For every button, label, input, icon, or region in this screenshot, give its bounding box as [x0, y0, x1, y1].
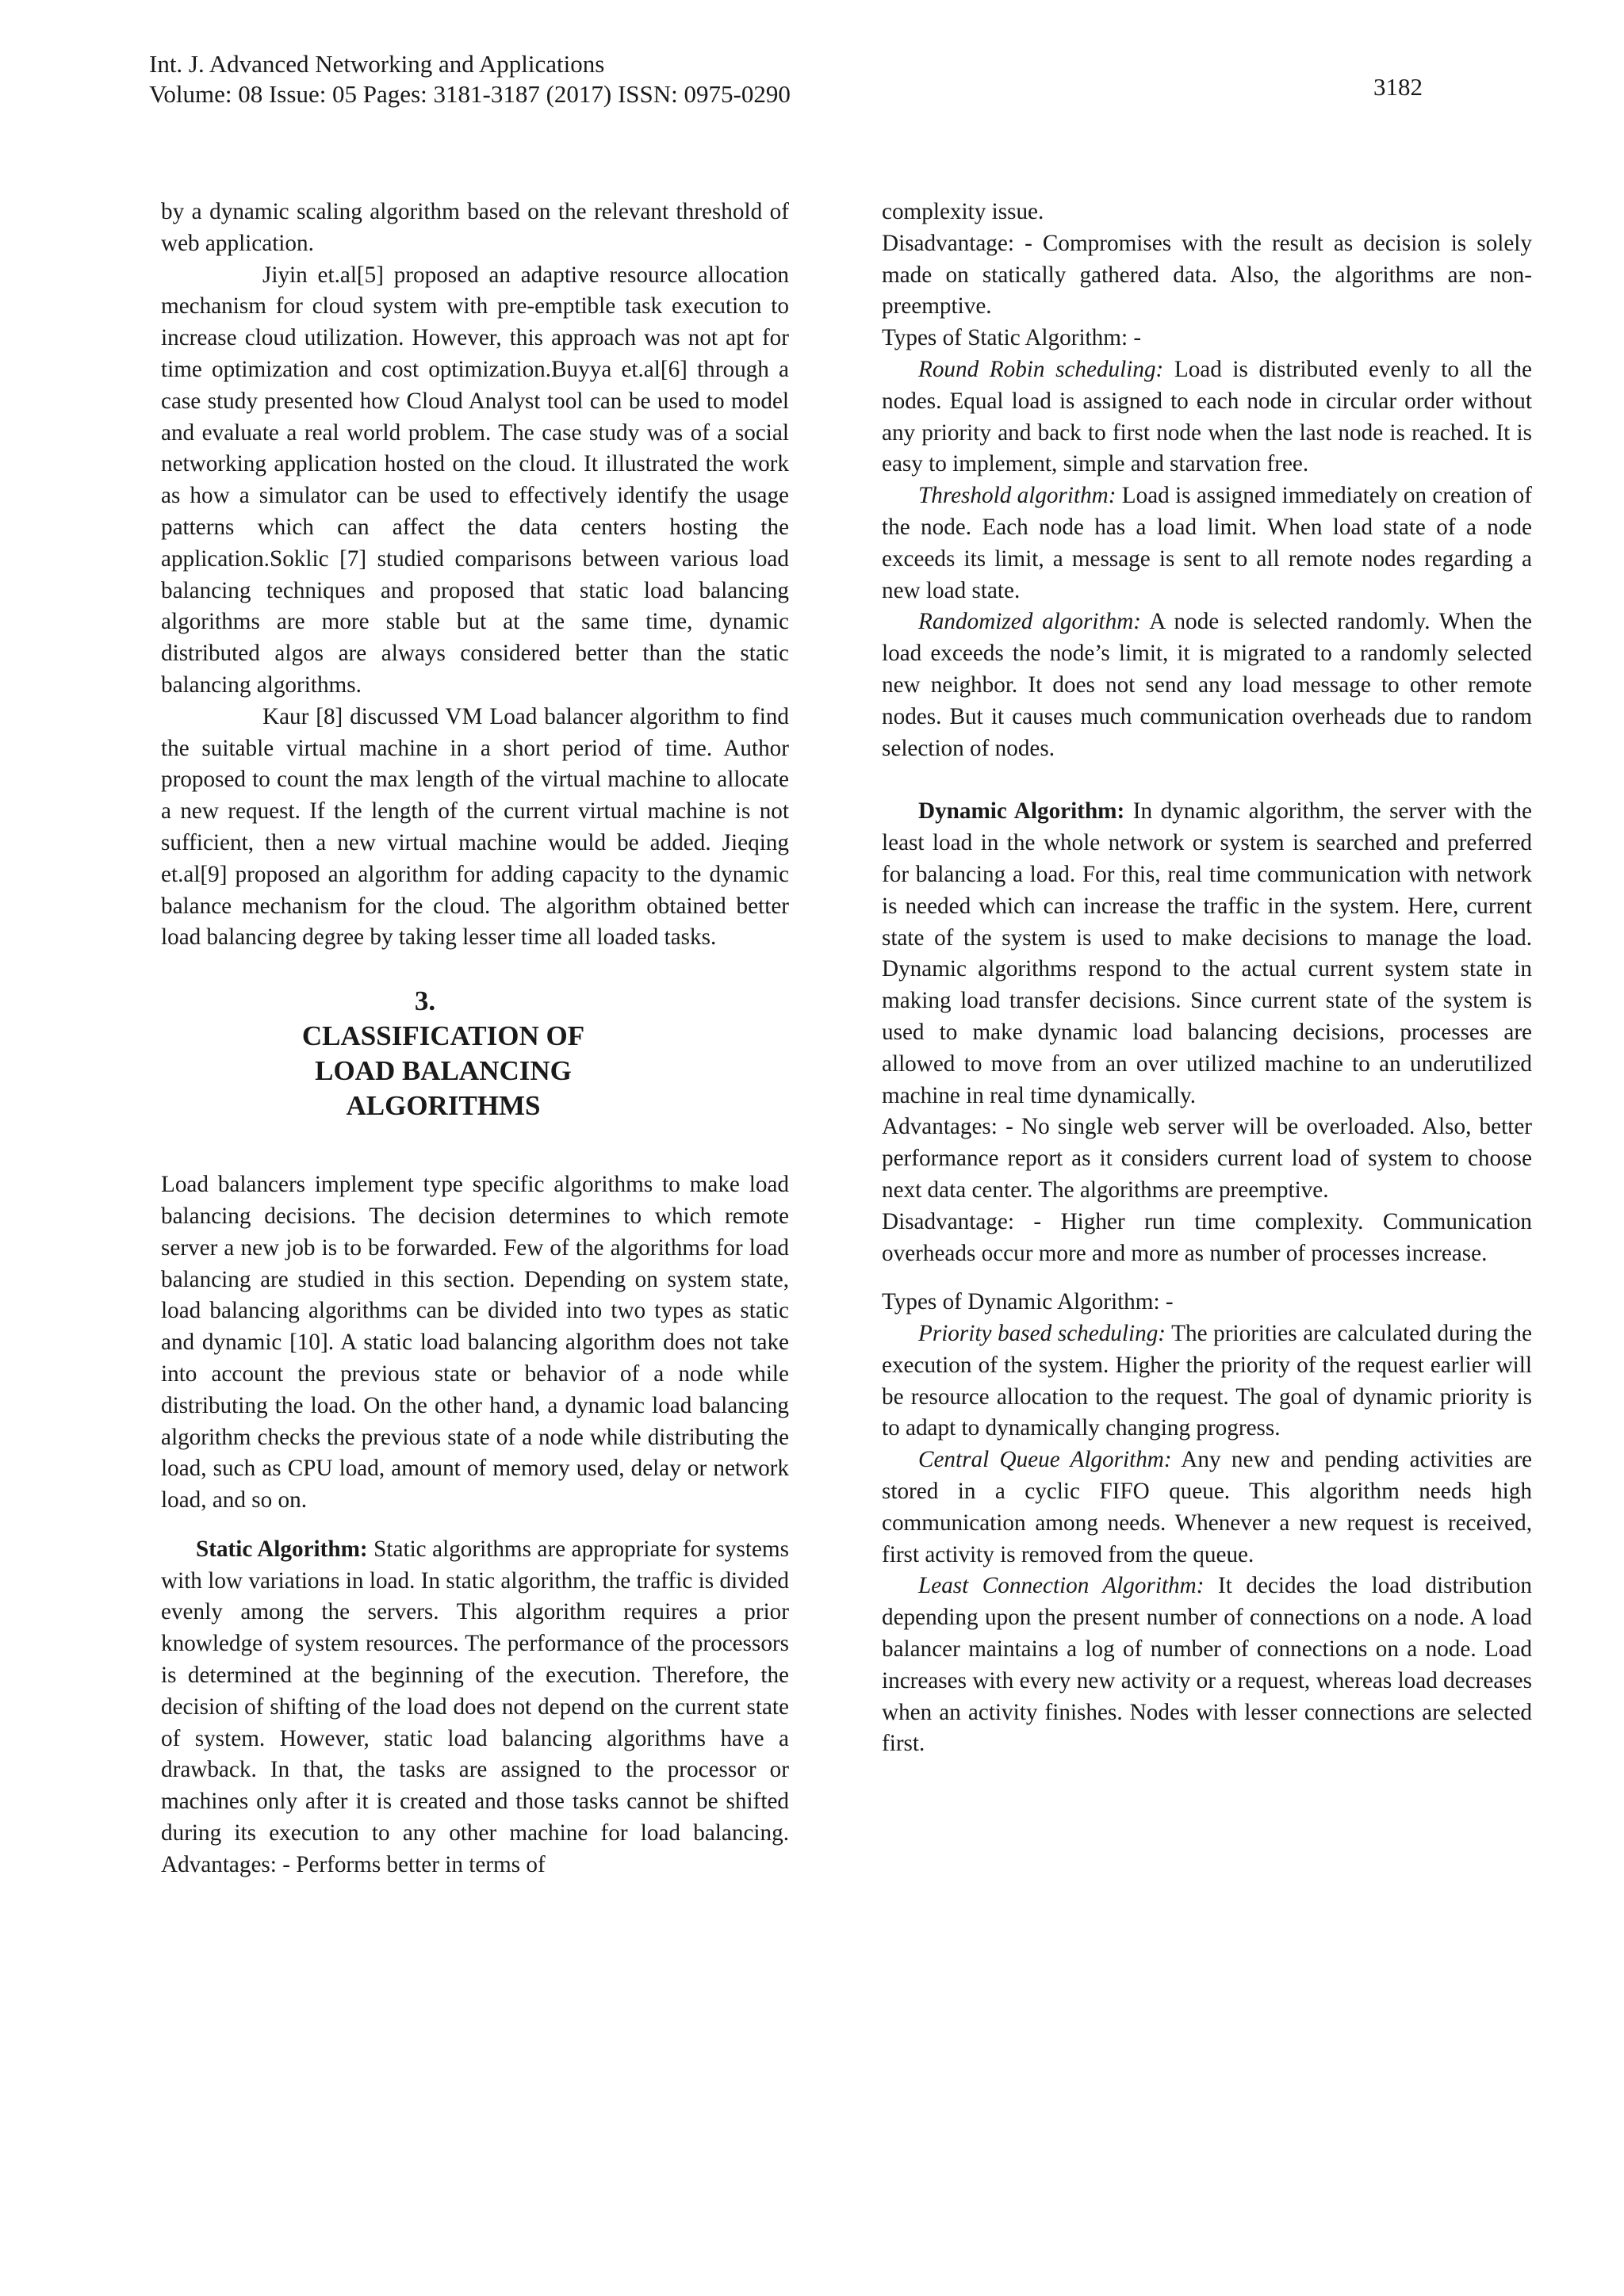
paragraph: Types of Dynamic Algorithm: -	[882, 1289, 1174, 1315]
paragraph: Kaur [8] discussed VM Load balancer algorithm to find the suitable virtual machine in a short period of time. Author proposed to count the max length of the virtual machine to allocate a new request. If the length of the current virtual machine is not sufficient, then a new virtual machine would be added. Jieqing et.al[9] proposed an algorithm for adding capacity to the dynamic balance mechanism for the cloud. The algorithm obtained better load balancing degree by taking lesser time all loaded tasks.	[161, 703, 789, 951]
paragraph-text: A node is selected randomly. When the load exceeds the node’s limit, it is migrated to a randomly selected new neighbor. It does not send any load message to other remote nodes. But it causes much communication overheads due to random selection of nodes.	[882, 609, 1532, 761]
section-number: 3.	[414, 985, 436, 1017]
term-least-connection: Least Connection Algorithm:	[918, 1573, 1205, 1599]
round-robin-paragraph	[882, 354, 1532, 480]
term-dynamic-algorithm: Dynamic Algorithm:	[918, 798, 1125, 825]
paragraph: by a dynamic scaling algorithm based on the relevant threshold of web application.	[161, 199, 789, 256]
volume-info: Volume: 08 Issue: 05 Pages: 3181-3187 (2017) ISSN: 0975-0290	[149, 80, 791, 108]
paragraph: Load balancers implement type specific algorithms to make load balancing decisions. The decision determines to which remote server a new job is to be forwarded. Few of the algorithms for load balancing are studied in this section. Depending on system state, load balancing algorithms can be divided into two types as static and dynamic [10]. A static load balancing algorithm does not take into account the previous state or behavior of a node while distributing the load. On the other hand, a dynamic load balancing algorithm checks the previous state of a node while distributing the load, such as CPU load, amount of memory used, delay or network load, and so on.	[161, 1172, 789, 1513]
section-title-line: LOAD BALANCING	[315, 1055, 572, 1087]
dynamic-algorithm-paragraph	[882, 796, 1532, 1112]
threshold-paragraph	[882, 480, 1532, 607]
paragraph: Jiyin et.al[5] proposed an adaptive resource allocation mechanism for cloud system with pre-emptible task execution to increase cloud utilization. However, this approach was not apt for time optimization and cost optimization.Buyya et.al[6] through a case study presented how Cloud Analyst tool can be used to model and evaluate a real world problem. The case study was of a social networking application hosted on the cloud. It illustrated the work as how a simulator can be used to effectively identify the usage patterns which can affect the data centers hosting the application.Soklic [7] studied comparisons between various load balancing techniques and proposed that static load balancing algorithms are more stable but at the same time, dynamic distributed algos are always considered better than the static balancing algorithms.	[161, 262, 789, 698]
term-central-queue: Central Queue Algorithm:	[918, 1447, 1172, 1473]
paragraph-text: Any new and pending activities are stored in a cyclic FIFO queue. This algorithm needs high communication among needs. Whenever a new request is received, first activity is removed from the queue.	[882, 1447, 1532, 1567]
paragraph: complexity issue.	[882, 199, 1044, 224]
term-threshold: Threshold algorithm:	[918, 483, 1116, 509]
paragraph-text: The priorities are calculated during the execution of the system. Higher the priority of the request earlier will be resource allocation to the request. The goal of dynamic priority is to adapt to dynamically changing progress.	[882, 1321, 1532, 1441]
page-number: 3182	[1373, 73, 1423, 101]
section-heading	[161, 984, 789, 1123]
paragraph-text: Static algorithms are appropriate for systems with low variations in load. In static algorithm, the traffic is divided evenly among the servers. This algorithm requires a prior knowledge of system resources. The performance of the processors is determined at the beginning of the execution. Therefore, the decision of shifting of the load does not depend on the current state of system. However, static load balancing algorithms have a drawback. In that, the tasks are assigned to the processor or machines only after it is created and those tasks cannot be shifted during its execution to any other machine for load balancing. Advantages: - Performs better in terms of	[161, 1536, 789, 1877]
central-queue-paragraph	[882, 1445, 1532, 1571]
section-title-line: CLASSIFICATION OF	[301, 1020, 585, 1052]
term-round-robin: Round Robin scheduling:	[918, 356, 1164, 382]
journal-title: Int. J. Advanced Networking and Applications	[149, 50, 605, 78]
paragraph-text: In dynamic algorithm, the server with the least load in the whole network or system is searched and preferred for balancing a load. For this, real time communication with network is needed which can increase the traffic in the system. Here, current state of the system is used to make decisions to manage the load. Dynamic algorithms respond to the actual current system state in making load transfer decisions. Since current state of the system is used to make dynamic load balancing decisions, processes are allowed to move from an over utilized machine to an underutilized machine in real time dynamically.	[882, 798, 1532, 1108]
paragraph: Advantages: - No single web server will be overloaded. Also, better performance report as it considers current load of system to choose next data center. The algorithms are preemptive.	[882, 1114, 1532, 1203]
paragraph-text: It decides the load distribution depending upon the present number of connections on a node. A load balancer maintains a log of number of connections on a node. Load increases with every new activity or a request, whereas load decreases when an activity finishes. Nodes with lesser connections are selected first.	[882, 1573, 1532, 1757]
randomized-paragraph	[882, 607, 1532, 764]
running-header	[149, 49, 791, 109]
left-column	[161, 197, 789, 1881]
paragraph: Disadvantage: - Compromises with the result as decision is solely made on statically gathered data. Also, the algorithms are non-preemptive.	[882, 230, 1532, 320]
paragraph: Disadvantage: - Higher run time complexity. Communication overheads occur more and more as number of processes increase.	[882, 1208, 1532, 1266]
term-priority-based: Priority based scheduling:	[918, 1321, 1166, 1347]
paragraph-text: Load is distributed evenly to all the nodes. Equal load is assigned to each node in circular order without any priority and back to first node when the last node is reached. It is easy to implement, simple and starvation free.	[882, 356, 1532, 477]
right-column	[882, 197, 1532, 1760]
term-randomized: Randomized algorithm:	[918, 609, 1141, 635]
paragraph: Types of Static Algorithm: -	[882, 325, 1142, 351]
least-connection-paragraph	[882, 1571, 1532, 1760]
paragraph-text: Load is assigned immediately on creation of the node. Each node has a load limit. When load state of a node exceeds its limit, a message is sent to all remote nodes regarding a new load state.	[882, 483, 1533, 603]
section-title-line: ALGORITHMS	[346, 1090, 541, 1122]
priority-paragraph	[882, 1318, 1532, 1445]
static-algorithm-paragraph	[161, 1534, 789, 1881]
term-static-algorithm: Static Algorithm:	[196, 1536, 368, 1562]
